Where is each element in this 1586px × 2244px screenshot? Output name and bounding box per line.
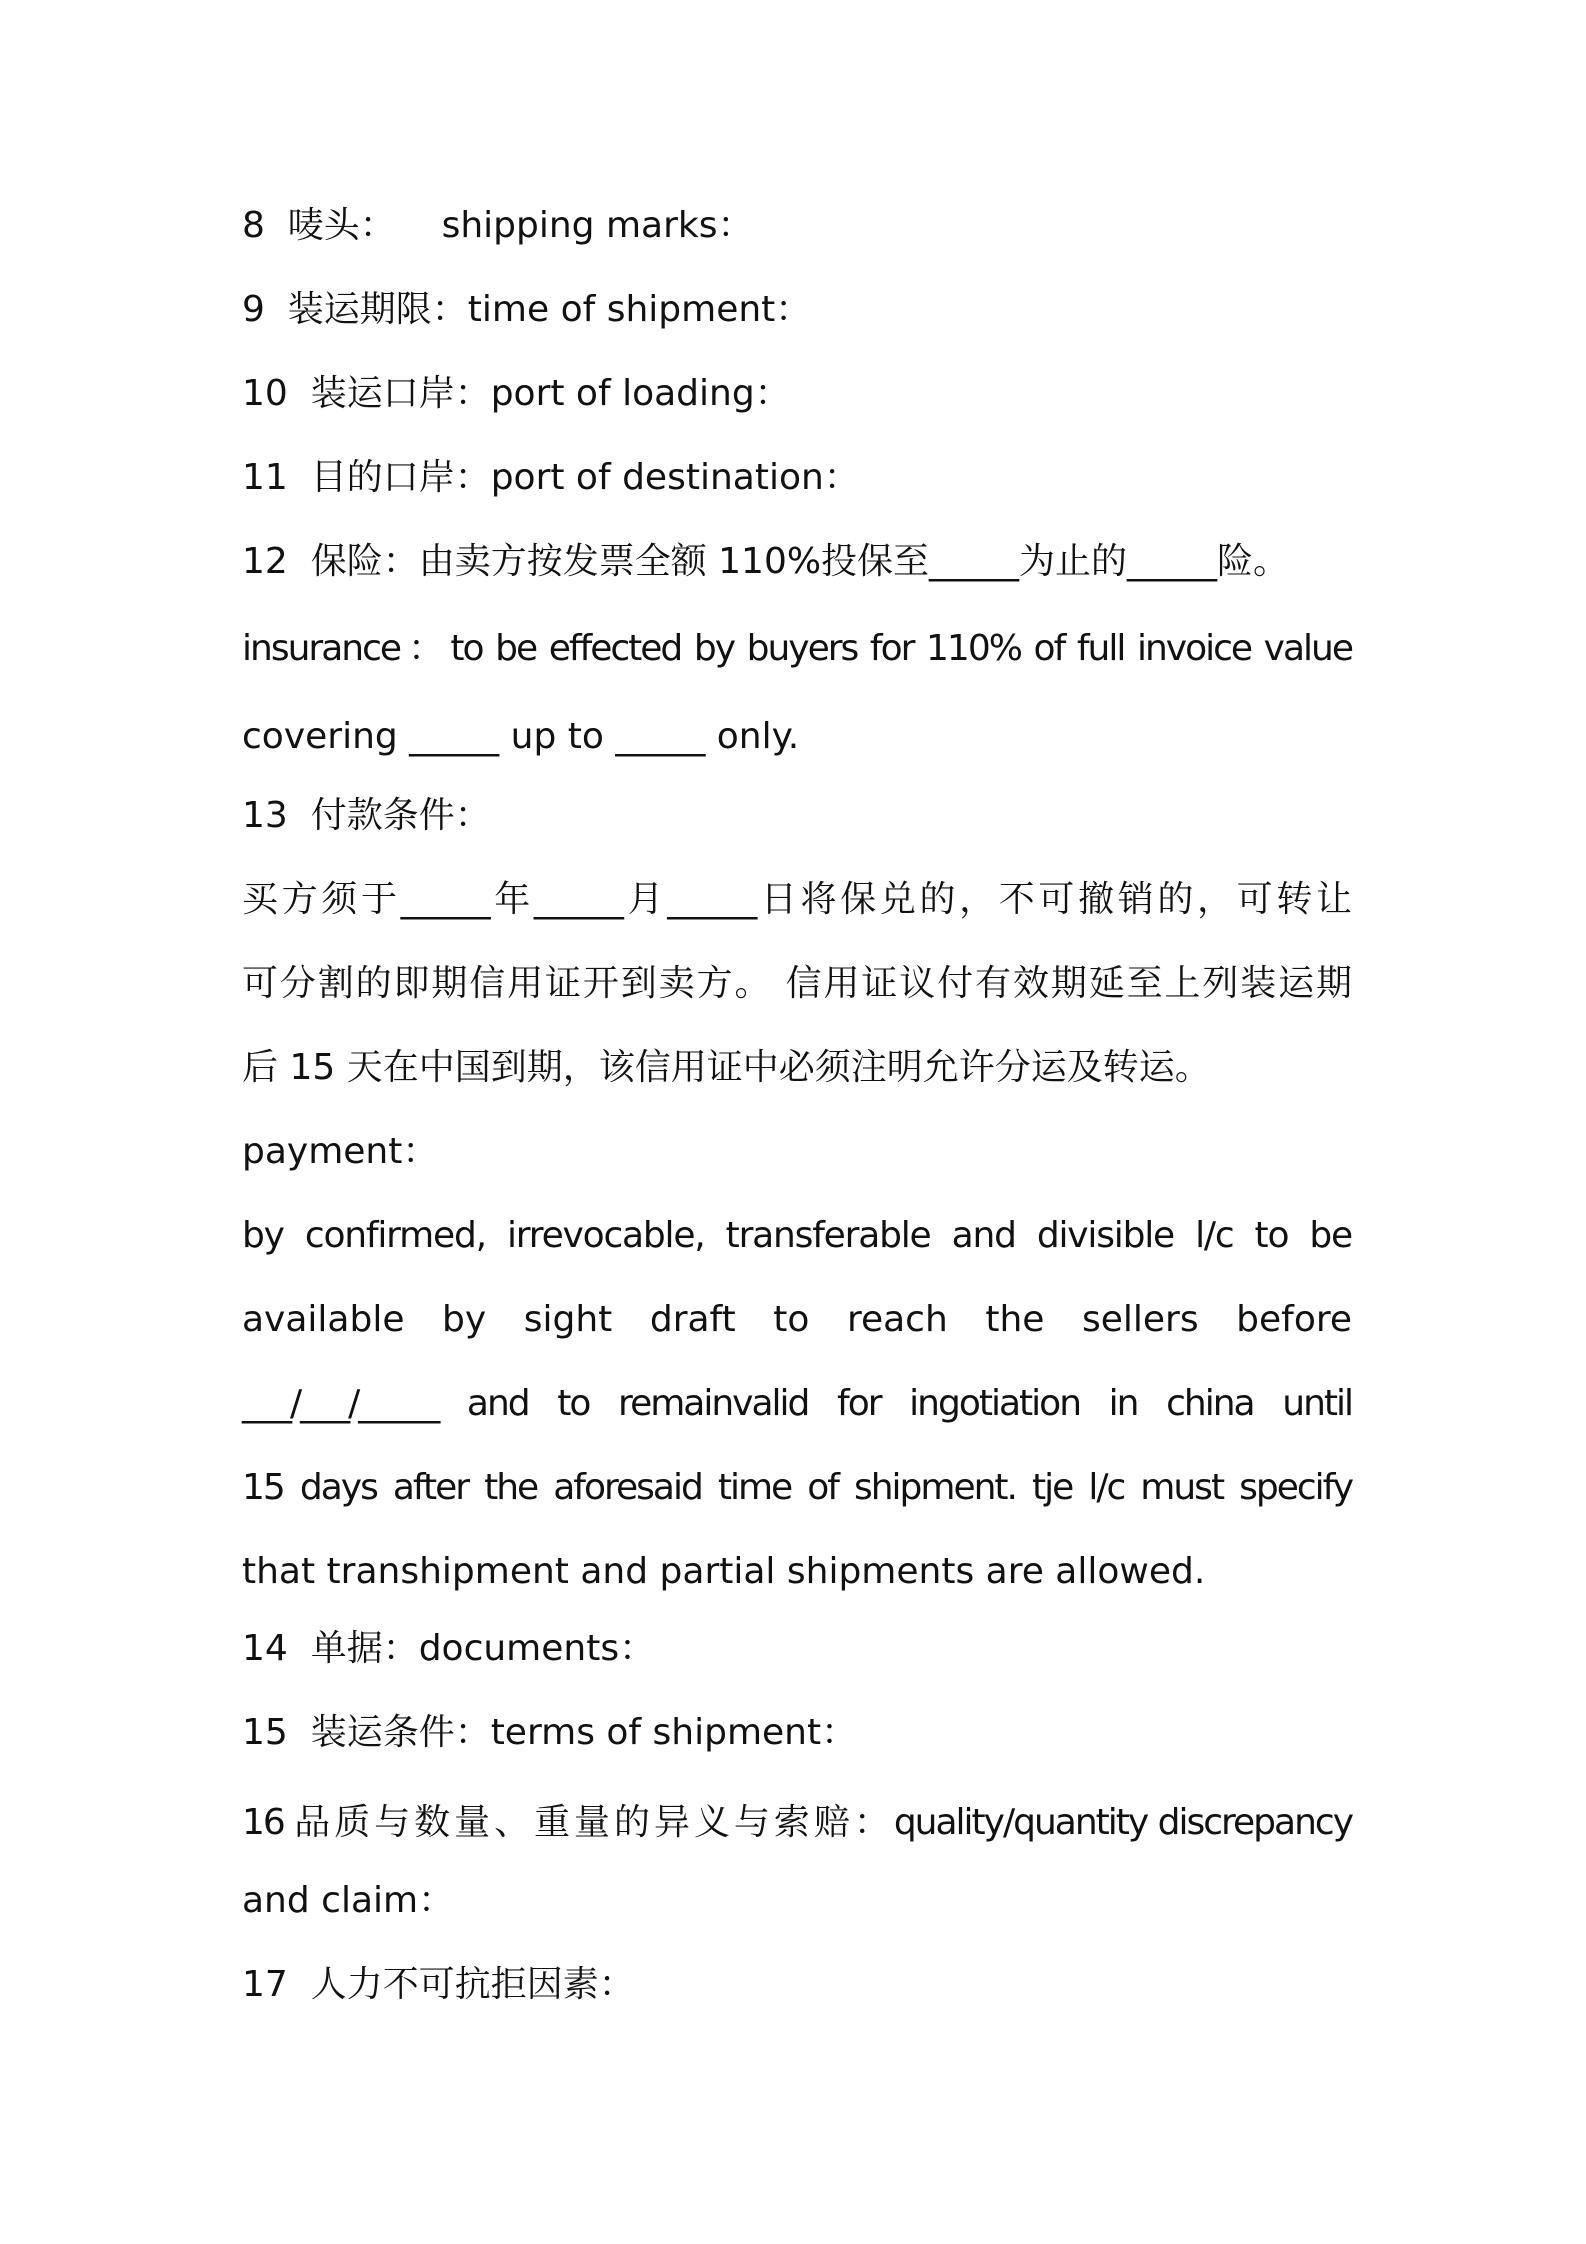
clause-13-payment-terms-heading: 13 付款条件：: [242, 795, 491, 836]
clause-13-payment-cn-line-1: 买方须于_____年_____月_____日将保兑的，不可撤销的，可转让: [242, 879, 1352, 920]
clause-12-insurance-en-line-2: covering _____ up to _____ only.: [242, 716, 800, 757]
clause-14-documents: 14 单据：documents：: [242, 1628, 656, 1669]
clause-11-port-of-destination: 11 目的口岸：port of destination：: [242, 457, 860, 498]
payment-en-line-5: that transhipment and partial shipments are allowed.: [242, 1551, 1206, 1592]
clause-10-port-of-loading: 10 装运口岸：port of loading：: [242, 373, 791, 414]
payment-heading-en: payment：: [242, 1131, 439, 1172]
clause-15-terms-of-shipment: 15 装运条件：terms of shipment：: [242, 1712, 858, 1753]
clause-16-discrepancy-and-claim-line-1: 16 品质与数量、重量的异义与索赔：quality/quantity discrepancy: [242, 1802, 1352, 1843]
clause-12-insurance-en-line-1: insurance：to be effected by buyers for 110% of full invoice value: [242, 628, 1352, 669]
payment-en-line-2: available by sight draft to reach the sellers before: [242, 1299, 1352, 1340]
clause-12-insurance-cn: 12 保险：由卖方按发票全额 110%投保至_____为止的_____险。: [242, 541, 1290, 582]
clause-16-discrepancy-and-claim-line-2: and claim：: [242, 1880, 455, 1921]
payment-en-line-3: ___/___/_____ and to remainvalid for ingotiation in china until: [242, 1383, 1352, 1424]
clause-8-shipping-marks: 8 唛头： shipping marks：: [242, 205, 754, 246]
clause-13-payment-cn-line-3: 后 15 天在中国到期，该信用证中必须注明允许分运及转运。: [242, 1047, 1211, 1088]
payment-en-line-1: by confirmed, irrevocable, transferable and divisible l/c to be: [242, 1215, 1352, 1256]
clause-17-force-majeure: 17 人力不可抗拒因素：: [242, 1964, 635, 2005]
clause-9-time-of-shipment: 9 装运期限：time of shipment：: [242, 289, 812, 330]
payment-en-line-4: 15 days after the aforesaid time of shipment. tje l/c must specify: [242, 1467, 1352, 1508]
clause-13-payment-cn-line-2: 可分割的即期信用证开到卖方。 信用证议付有效期延至上列装运期: [242, 963, 1352, 1004]
